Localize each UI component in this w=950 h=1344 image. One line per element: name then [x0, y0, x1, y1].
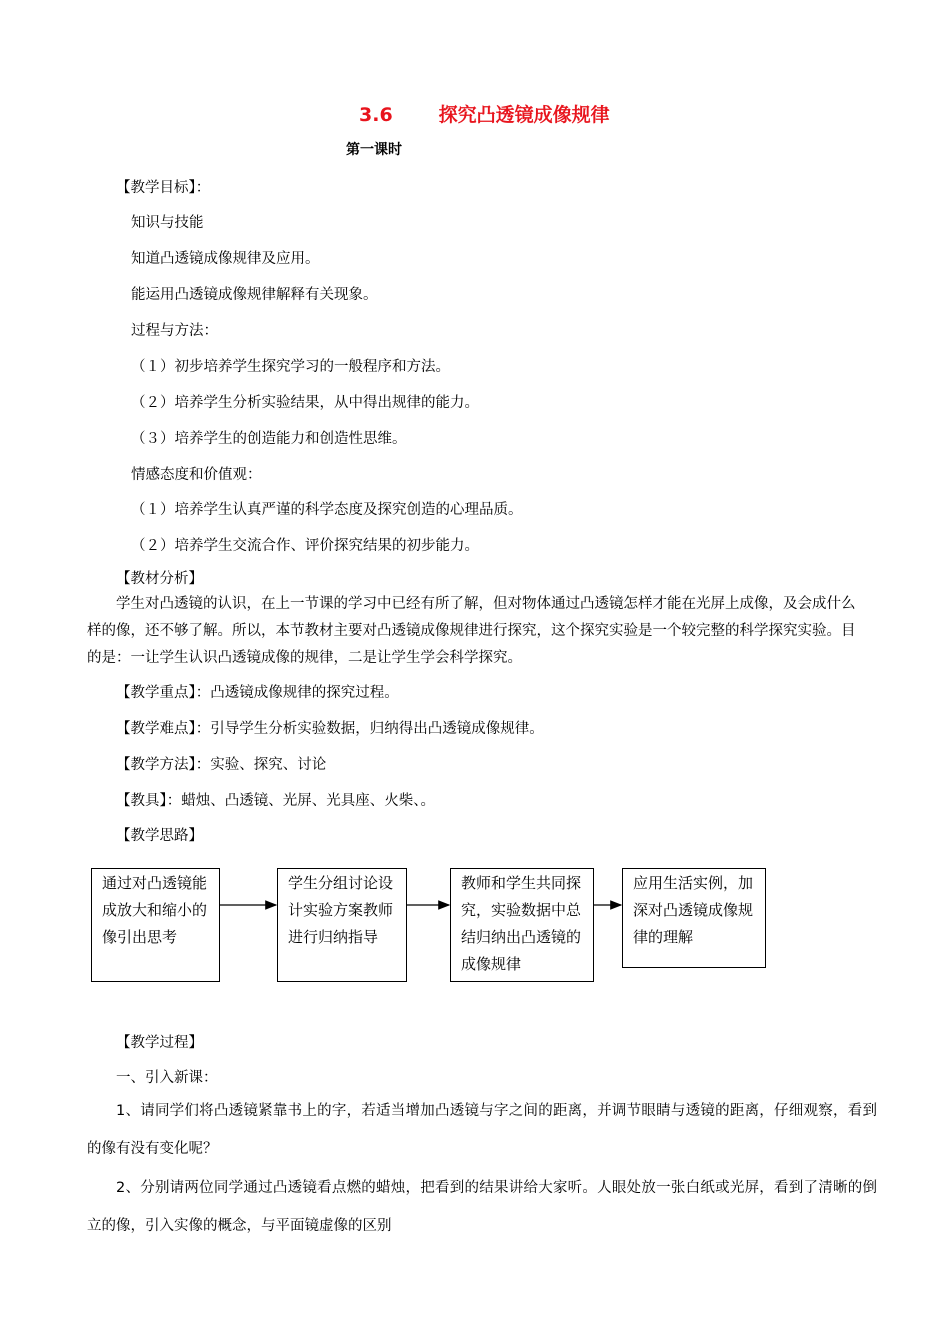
analysis-heading: 【教材分析】 [116, 571, 203, 587]
knowledge-heading: 知识与技能 [131, 215, 204, 231]
section-number: 3.6 [359, 104, 393, 126]
page-subtitle: 第一课时 [346, 142, 402, 158]
methods: 【教学方法】：实验、探究、讨论 [116, 757, 327, 773]
flow-box-1: 通过对凸透镜能成放大和缩小的像引出思考 [91, 868, 220, 982]
key-points: 【教学重点】：凸透镜成像规律的探究过程。 [116, 685, 399, 701]
difficulties: 【教学难点】：引导学生分析实验数据，归纳得出凸透镜成像规律。 [116, 721, 544, 737]
process-section-heading: 【教学过程】 [116, 1035, 203, 1051]
tools: 【教具】：蜡烛、凸透镜、光屏、光具座、火柴、。 [116, 793, 435, 809]
process-item: （１）初步培养学生探究学习的一般程序和方法。 [131, 359, 450, 375]
process-step: 2、分别请两位同学通过凸透镜看点燃的蜡烛，把看到的结果讲给大家听。人眼处放一张白纸或光屏，看到了清晰的倒立的像，引入实像的概念，与平面镜虚像的区别 [87, 1180, 877, 1234]
attitude-heading: 情感态度和价值观： [131, 467, 262, 483]
attitude-item: （１）培养学生认真严谨的科学态度及探究创造的心理品质。 [131, 502, 523, 518]
title-text: 探究凸透镜成像规律 [438, 104, 610, 126]
intro-heading: 一、引入新课： [116, 1070, 218, 1086]
flow-box-4: 应用生活实例，加深对凸透镜成像规律的理解 [622, 868, 766, 968]
approach-heading: 【教学思路】 [116, 828, 203, 844]
objectives-heading: 【教学目标】： [116, 180, 211, 196]
process-item: （３）培养学生的创造能力和创造性思维。 [131, 431, 407, 447]
flow-box-2: 学生分组讨论设计实验方案教师进行归纳指导 [277, 868, 407, 982]
knowledge-item: 能运用凸透镜成像规律解释有关现象。 [131, 287, 378, 303]
process-heading: 过程与方法： [131, 323, 218, 339]
analysis-paragraph: 学生对凸透镜的认识，在上一节课的学习中已经有所了解，但对物体通过凸透镜怎样才能在光屏上成像，及会成什么样的像，还不够了解。所以，本节教材主要对凸透镜成像规律进行探究，这个探究实验是一个较完整的科学探究实验。目的是：一让学生认识凸透镜成像的规律，二是让学生学会科学探究。 [87, 596, 856, 666]
flow-box-3: 教师和学生共同探究，实验数据中总结归纳出凸透镜的成像规律 [450, 868, 594, 982]
process-item: （２）培养学生分析实验结果，从中得出规律的能力。 [131, 395, 479, 411]
attitude-item: （２）培养学生交流合作、评价探究结果的初步能力。 [131, 538, 479, 554]
knowledge-item: 知道凸透镜成像规律及应用。 [131, 251, 320, 267]
process-step: 1、请同学们将凸透镜紧靠书上的字，若适当增加凸透镜与字之间的距离，并调节眼睛与透镜的距离，仔细观察，看到的像有没有变化呢？ [87, 1103, 877, 1157]
